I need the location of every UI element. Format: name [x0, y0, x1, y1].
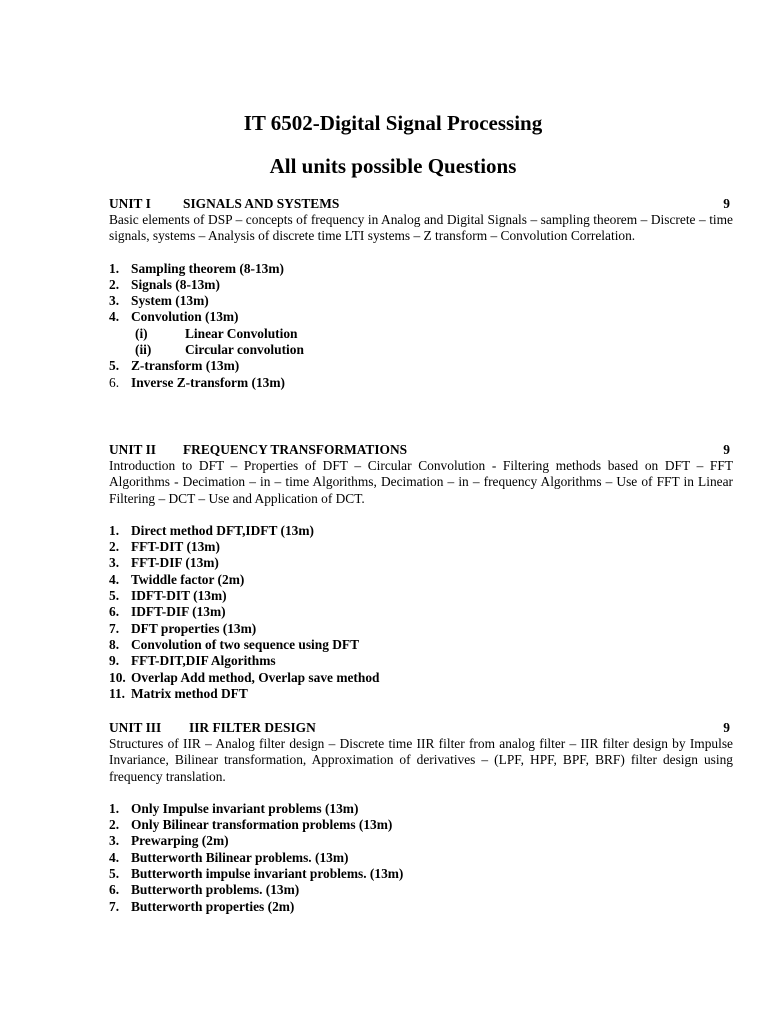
- list-item: 11. Matrix method DFT: [109, 685, 248, 701]
- list-item: 6. Inverse Z-transform (13m): [109, 374, 285, 390]
- list-item: 3. System (13m): [109, 293, 209, 309]
- sub-list-item: (ii) Circular convolution: [135, 342, 304, 358]
- question-list: [109, 261, 733, 391]
- list-item: 4. Butterworth Bilinear problems. (13m): [109, 849, 349, 865]
- list-item: 2. Only Bilinear transformation problems (13m): [109, 817, 393, 833]
- unit-syllabus: Introduction to DFT – Properties of DFT – Circular Convolution - Filtering methods based on DFT – FFT Algorithms - Decimation – in – time Algorithms, Decimation – in – frequency Algorithms – Use of FFT in Linear Filtering – DCT – Use and Application of DCT.: [109, 458, 733, 506]
- list-item: 1. Only Impulse invariant problems (13m): [109, 800, 359, 816]
- list-item: 5. Z-transform (13m): [109, 358, 240, 374]
- unit-2-header: [109, 441, 733, 458]
- unit-syllabus: Structures of IIR – Analog filter design – Discrete time IIR filter from analog filter – IIR filter design by Impulse Invariance, Bilinear transformation, Approximation of derivatives – (LPF, HPF, BPF, BRF) filter design using frequency translation.: [109, 736, 733, 784]
- list-item: 6. Butterworth problems. (13m): [109, 882, 300, 898]
- unit-number: UNIT I: [109, 196, 151, 211]
- document-subtitle: All units possible Questions: [269, 154, 517, 178]
- unit-number: UNIT III: [109, 720, 162, 735]
- unit-hours: 9: [723, 720, 730, 735]
- list-item: 3. Prewarping (2m): [109, 833, 229, 849]
- sub-list: [131, 326, 733, 359]
- list-item: 7. DFT properties (13m): [109, 620, 257, 636]
- sub-list-item: (i) Linear Convolution: [135, 325, 298, 341]
- list-item: 5. Butterworth impulse invariant problems. (13m): [109, 866, 404, 882]
- question-list: [109, 801, 733, 915]
- unit-3-header: [109, 719, 733, 736]
- list-item: 10. Overlap Add method, Overlap save method: [109, 669, 380, 685]
- list-item: 5. IDFT-DIT (13m): [109, 588, 227, 604]
- list-item: 1. Sampling theorem (8-13m): [109, 260, 284, 276]
- list-item: 4. Twiddle factor (2m): [109, 571, 245, 587]
- unit-title: IIR FILTER DESIGN: [189, 720, 316, 735]
- list-item: 8. Convolution of two sequence using DFT: [109, 636, 360, 652]
- unit-1-section: [109, 195, 733, 391]
- unit-3-section: [109, 719, 733, 915]
- unit-syllabus: Basic elements of DSP – concepts of frequency in Analog and Digital Signals – sampling theorem – Discrete – time signals, systems – Analysis of discrete time LTI systems – Z transform – Convolution Correlation.: [109, 212, 733, 244]
- list-item: 2. Signals (8-13m): [109, 276, 220, 292]
- list-item: 1. Direct method DFT,IDFT (13m): [109, 522, 314, 538]
- unit-1-header: [109, 195, 733, 212]
- unit-title: SIGNALS AND SYSTEMS: [183, 196, 340, 211]
- unit-2-section: [109, 441, 733, 702]
- list-item: 4. Convolution (13m) (i) Linear Convolution (ii) Circular convolution: [109, 309, 733, 358]
- document-title: IT 6502-Digital Signal Processing: [243, 111, 543, 135]
- list-item: 9. FFT-DIT,DIF Algorithms: [109, 653, 276, 669]
- list-item: 3. FFT-DIF (13m): [109, 555, 219, 571]
- unit-title: FREQUENCY TRANSFORMATIONS: [183, 442, 408, 457]
- unit-hours: 9: [723, 196, 730, 211]
- list-item: 2. FFT-DIT (13m): [109, 539, 220, 555]
- list-item: 6. IDFT-DIF (13m): [109, 604, 226, 620]
- list-item: 7. Butterworth properties (2m): [109, 898, 295, 914]
- question-list: [109, 523, 733, 702]
- unit-hours: 9: [723, 442, 730, 457]
- unit-number: UNIT II: [109, 442, 157, 457]
